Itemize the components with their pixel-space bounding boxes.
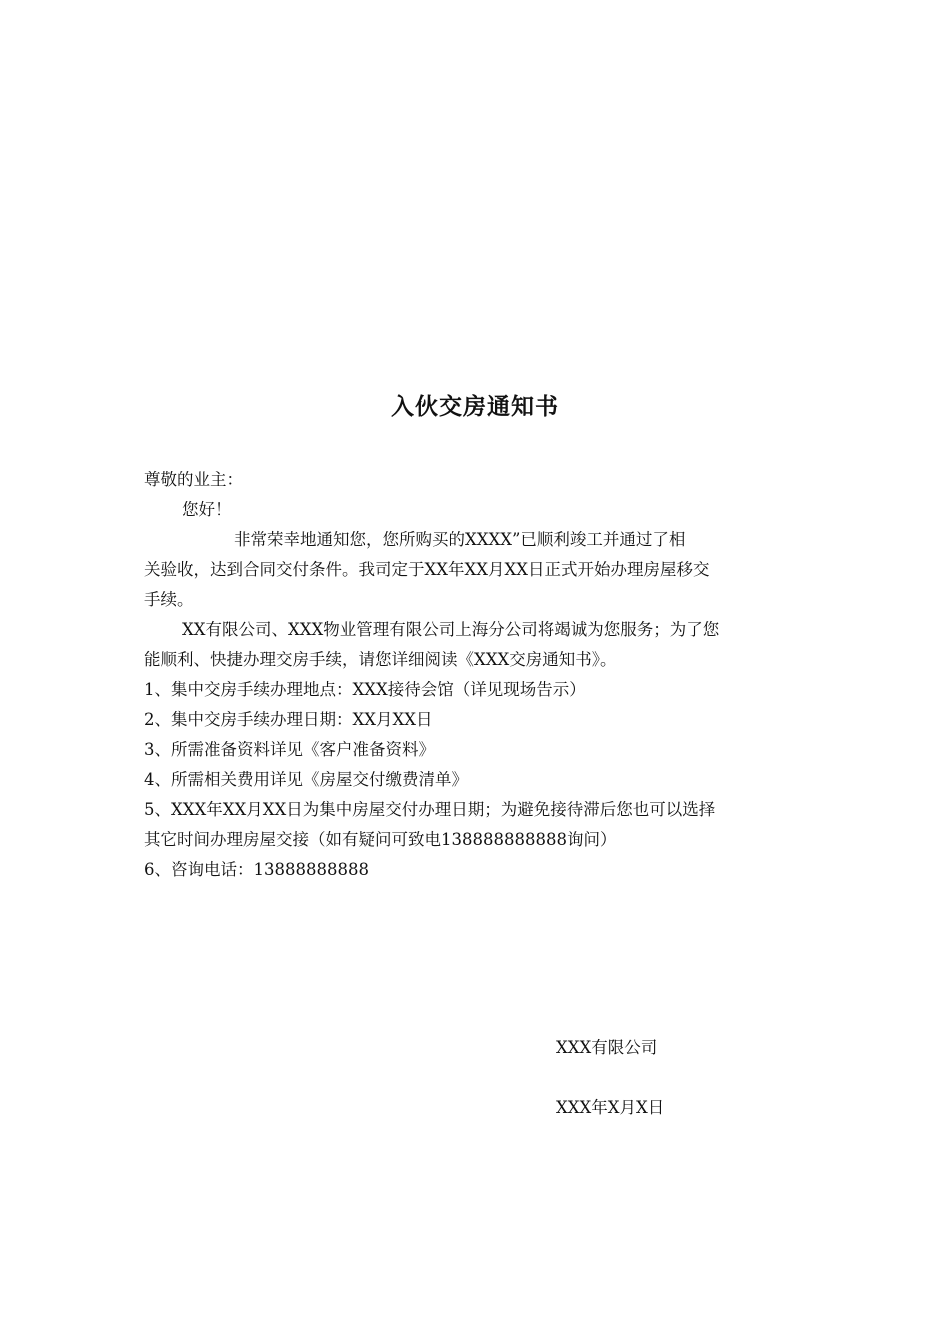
list-item-2: 2、集中交房手续办理日期：XX月XX日 bbox=[144, 710, 433, 729]
paragraph2-line2: 能顺利、快捷办理交房手续，请您详细阅读《XXX交房通知书》。 bbox=[144, 650, 617, 669]
paragraph2-line1: XX有限公司、XXX物业管理有限公司上海分公司将竭诚为您服务；为了您 bbox=[182, 620, 720, 639]
paragraph1-line3: 手续。 bbox=[144, 590, 194, 609]
list-item-4: 4、所需相关费用详见《房屋交付缴费清单》 bbox=[144, 770, 468, 789]
list-item-3: 3、所需准备资料详见《客户准备资料》 bbox=[144, 740, 435, 759]
signature-company: XXX有限公司 bbox=[556, 1038, 658, 1057]
paragraph1-line1: 非常荣幸地通知您，您所购买的XXXX”已顺利竣工并通过了相 bbox=[234, 530, 686, 549]
greeting: 您好！ bbox=[182, 500, 232, 519]
salutation: 尊敬的业主： bbox=[144, 470, 243, 489]
signature-date: XXX年X月X日 bbox=[556, 1098, 665, 1117]
paragraph1-line2: 关验收，达到合同交付条件。我司定于XX年XX月XX日正式开始办理房屋移交 bbox=[144, 560, 710, 579]
list-item-1: 1、集中交房手续办理地点：XXX接待会馆（详见现场告示） bbox=[144, 680, 586, 699]
list-item-5-line2: 其它时间办理房屋交接（如有疑问可致电138888888888询问） bbox=[144, 830, 617, 849]
list-item-6: 6、咨询电话：13888888888 bbox=[144, 860, 369, 879]
list-item-5-line1: 5、XXX年XX月XX日为集中房屋交付办理日期；为避免接待滞后您也可以选择 bbox=[144, 800, 716, 819]
document-title: 入伙交房通知书 bbox=[391, 393, 559, 420]
